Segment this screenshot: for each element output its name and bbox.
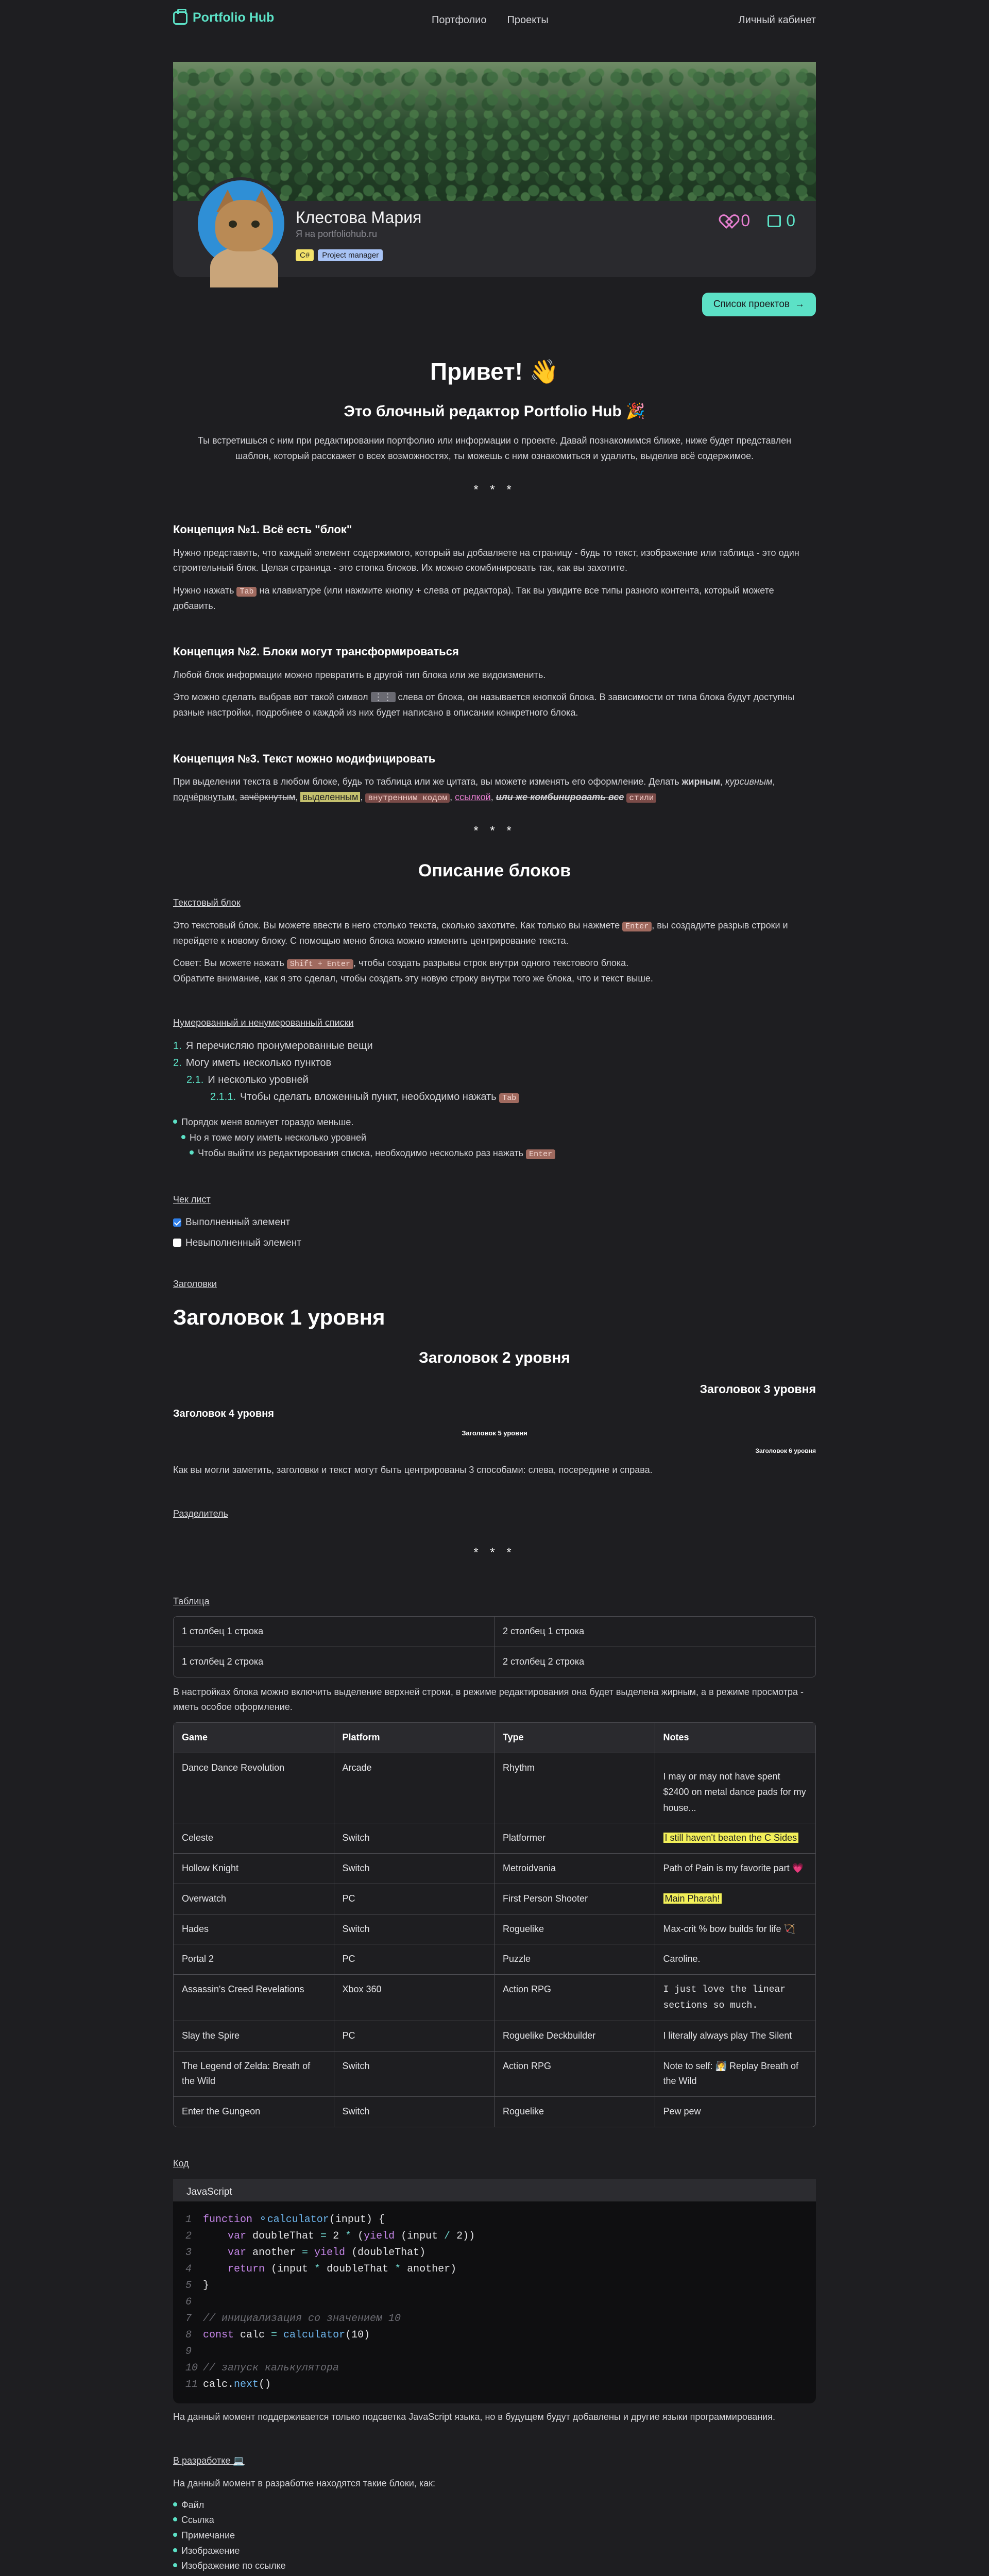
- code-line: 7 // инициализация со значением 10: [185, 2312, 401, 2325]
- profile-subtitle: Я на portfoliohub.ru: [296, 229, 378, 239]
- table-row: Dance Dance Revolution Arcade Rhythm I may or may not have spent $2400 on metal dance pads for my house...: [174, 1753, 815, 1824]
- projects-list-button[interactable]: [702, 293, 816, 316]
- table-row: Celeste Switch Platformer I still haven't beaten the C Sides: [174, 1823, 815, 1854]
- code-line: 3 var another = yield (doubleThat): [185, 2246, 426, 2259]
- text-block-p3: Обратите внимание, как я это сделал, чтобы создать эту новую строку внутри того же блока, что и текст выше.: [173, 973, 653, 984]
- checklist-label: Чек лист: [173, 1194, 211, 1205]
- briefcase-icon: [173, 11, 187, 25]
- concept1-p2: Нужно нажать Tab на клавиатуре (или нажмите кнопку + слева от редактора). Так вы увидите все типы разного контента, который можете добавить.: [173, 585, 774, 611]
- kbd-enter: Enter: [622, 922, 652, 931]
- delimiter: * * *: [473, 823, 516, 838]
- profile-card: [173, 62, 816, 277]
- top-header: [0, 0, 989, 42]
- table-row: Assassin's Creed Revelations Xbox 360 Action RPG I just love the linear sections so much.: [174, 1975, 815, 2021]
- tag-skill: C#: [296, 249, 314, 261]
- games-table: [173, 1722, 816, 2127]
- table-row: 1 столбец 1 строка 2 столбец 1 строка: [174, 1617, 815, 1647]
- likes-count: 0: [741, 211, 751, 230]
- heading-4: Заголовок 4 уровня: [173, 1408, 274, 1420]
- code-body[interactable]: [173, 2201, 816, 2403]
- headings-note: Как вы могли заметить, заголовки и текст могут быть центрированы 3 способами: слева, посередине и справа.: [173, 1464, 653, 1475]
- code-label: Код: [173, 2158, 189, 2168]
- table-row: Portal 2 PC Puzzle Caroline.: [174, 1944, 815, 1975]
- list-item: 2. Могу иметь несколько пунктов: [173, 1057, 332, 1069]
- concept3-title: Концепция №3. Текст можно модифицировать: [173, 752, 436, 765]
- main-container: [173, 62, 816, 2576]
- concept1-p1: Нужно представить, что каждый элемент содержимого, который вы добавляете на страницу - будь то текст, изображение или таблица - это один строительный блок. Целая страница - это стопка блоков. Их можно скомбинировать так, как вы захотите.: [173, 547, 799, 573]
- code-line: 9: [185, 2345, 192, 2358]
- table-row: 1 столбец 2 строка 2 столбец 2 строка: [174, 1647, 815, 1677]
- intro-text: Ты встретишься с ним при редактировании портфолио или информации о проекте. Давай познакомимся ближе, ниже будет представлен шаблон, который расскажет о всех возможностях, ты можешь с ним ознакомиться и удалить, выделив всё содержимое.: [197, 435, 792, 462]
- profile-stats: [723, 211, 795, 230]
- kbd-tab: Tab: [236, 587, 257, 597]
- arrow-right-icon: →: [795, 299, 805, 310]
- list-item: Чтобы выйти из редактирования списка, необходимо несколько раз нажать Enter: [173, 1146, 816, 1161]
- code-note: На данный момент поддерживается только подсветка JavaScript языка, но в будущем будут добавлены и другие языки программирования.: [173, 2411, 775, 2422]
- code-block[interactable]: [173, 2179, 816, 2403]
- logo[interactable]: [173, 10, 274, 25]
- kbd-shift-enter: Shift + Enter: [287, 959, 353, 969]
- dev-list: [173, 2498, 816, 2576]
- table-row: Hollow Knight Switch Metroidvania Path of Pain is my favorite part 💗: [174, 1854, 815, 1884]
- code-line: 8 const calc = calculator (10): [185, 2329, 370, 2341]
- list-item: Ссылка: [173, 2513, 816, 2528]
- profile-banner: [173, 62, 816, 201]
- concept1-title: Концепция №1. Всё есть "блок": [173, 523, 352, 536]
- dev-intro: На данный момент в разработке находятся такие блоки, как:: [173, 2478, 435, 2488]
- list-item: Изображение: [173, 2544, 816, 2559]
- nav-projects[interactable]: Проекты: [507, 14, 549, 26]
- intro-title: Привет! 👋: [430, 358, 559, 385]
- table-label: Таблица: [173, 1596, 210, 1606]
- text-block-label: Текстовый блок: [173, 897, 241, 908]
- views-count: 0: [786, 211, 795, 230]
- delimiter: * * *: [473, 482, 516, 497]
- nav-portfolio[interactable]: Портфолио: [432, 14, 487, 26]
- views-counter: [768, 211, 795, 230]
- table-row: Hades Switch Roguelike Max-crit % bow builds for life 🏹: [174, 1914, 815, 1945]
- delimiter: * * *: [473, 1545, 516, 1560]
- code-language: JavaScript: [173, 2179, 816, 2201]
- unordered-list: [173, 1115, 816, 1161]
- dev-label: В разработке 💻: [173, 2455, 245, 2466]
- checkbox-checked[interactable]: [173, 1218, 181, 1227]
- list-item: 2.1. И несколько уровней: [186, 1074, 309, 1086]
- table-row: Overwatch PC First Person Shooter Main Pharah!: [174, 1884, 815, 1914]
- intro-subtitle: Это блочный редактор Portfolio Hub 🎉: [344, 402, 645, 420]
- profile-tags: [296, 249, 383, 261]
- simple-table: [173, 1616, 816, 1677]
- list-item: [173, 2574, 816, 2576]
- table-row: The Legend of Zelda: Breath of the Wild Switch Action RPG Note to self: 🧖 Replay Breath of the Wild: [174, 2052, 815, 2097]
- concept2-p2: Это можно сделать выбрав вот такой символ ⋮⋮ слева от блока, он называется кнопкой блока. В зависимости от типа блока будут доступны разные настройки, подробнее о каждой из них будет написано в описании конкретного блока.: [173, 692, 795, 718]
- concept3-p: При выделении текста в любом блоке, будь то таблица или же цитата, вы можете изменять его оформление. Делать жирным, курсивным, подчёркнутым, зачёркнутым, выделенным , внутренним кодом , ссылкой, или же комбинировать все стили: [173, 776, 775, 803]
- text-block-p2: Совет: Вы можете нажать Shift + Enter , чтобы создать разрывы строк внутри одного текстового блока.: [173, 958, 629, 969]
- concept2-p1: Любой блок информации можно превратить в другой тип блока или же видоизменить.: [173, 669, 546, 680]
- heart-icon: [723, 215, 736, 227]
- blocks-title: Описание блоков: [418, 861, 571, 881]
- lists-label: Нумерованный и ненумерованный списки: [173, 1017, 354, 1028]
- heading-5: Заголовок 5 уровня: [462, 1429, 527, 1437]
- checklist-item-done[interactable]: Выполненный элемент: [173, 1214, 816, 1230]
- actions-row: [173, 293, 816, 316]
- code-line: 5 }: [185, 2279, 210, 2292]
- code-line: 6: [185, 2296, 192, 2308]
- main-nav: [432, 14, 549, 26]
- editor-content[interactable]: [173, 352, 816, 2576]
- personal-cabinet-link[interactable]: Личный кабинет: [738, 14, 816, 26]
- table-row: Enter the Gungeon Switch Roguelike Pew pew: [174, 2097, 815, 2127]
- list-item: 1. Я перечисляю пронумерованные вещи: [173, 1040, 373, 1052]
- projects-list-label: Список проектов: [713, 299, 790, 310]
- kbd-enter: Enter: [526, 1149, 555, 1159]
- concept2-title: Концепция №2. Блоки могут трансформироваться: [173, 645, 459, 658]
- kbd-tab: Tab: [499, 1093, 519, 1103]
- table-row: Slay the Spire PC Roguelike Deckbuilder I literally always play The Silent: [174, 2021, 815, 2052]
- delimiter-label: Разделитель: [173, 1509, 228, 1519]
- views-icon: [768, 215, 781, 227]
- text-block-p1: Это текстовый блок. Вы можете ввести в него столько текста, сколько захотите. Как только вы нажмете Enter , вы создадите разрыв строки и перейдете к новому блоку. С помощью меню блока можно изменить центрирование текста.: [173, 920, 788, 946]
- code-line: 1 function ⚬calculator (input) {: [185, 2213, 385, 2226]
- table-header-row: Game Platform Type Notes: [174, 1723, 815, 1753]
- code-line: 4 return (input * doubleThat * another): [185, 2263, 457, 2275]
- avatar[interactable]: [195, 177, 287, 270]
- table-note: В настройках блока можно включить выделение верхней строки, в режиме редактирования она будет выделена жирным, а в режиме просмотра - иметь особое оформление.: [173, 1686, 804, 1713]
- code-line: 11 calc. next (): [185, 2378, 271, 2391]
- heading-1: Заголовок 1 уровня: [173, 1304, 385, 1329]
- list-item: Файл: [173, 2498, 816, 2513]
- heading-6: Заголовок 6 уровня: [755, 1447, 816, 1454]
- likes-counter[interactable]: [723, 211, 750, 230]
- code-line: 10 // запуск калькулятора: [185, 2362, 339, 2374]
- drag-handle-icon: ⋮⋮: [371, 692, 396, 702]
- headings-label: Заголовки: [173, 1278, 217, 1289]
- heading-2: Заголовок 2 уровня: [419, 1349, 570, 1366]
- list-item: Изображение по ссылке: [173, 2558, 816, 2574]
- tag-role: Project manager: [318, 249, 383, 261]
- list-item: 2.1.1. Чтобы сделать вложенный пункт, необходимо нажать Tab: [173, 1089, 816, 1106]
- code-line: 2 var doubleThat = 2 * ( yield (input / 2)): [185, 2230, 475, 2242]
- list-item: Но я тоже могу иметь несколько уровней: [173, 1130, 816, 1146]
- checkbox-unchecked[interactable]: [173, 1239, 181, 1247]
- logo-text: Portfolio Hub: [193, 10, 275, 25]
- sample-link[interactable]: ссылкой: [455, 791, 491, 802]
- ordered-list: [173, 1038, 816, 1106]
- list-item: Примечание: [173, 2528, 816, 2544]
- list-item: Порядок меня волнует гораздо меньше.: [173, 1115, 816, 1130]
- heading-3: Заголовок 3 уровня: [700, 1382, 816, 1396]
- checklist-item-todo[interactable]: Невыполненный элемент: [173, 1235, 816, 1251]
- profile-name: Клестова Мария: [296, 208, 422, 227]
